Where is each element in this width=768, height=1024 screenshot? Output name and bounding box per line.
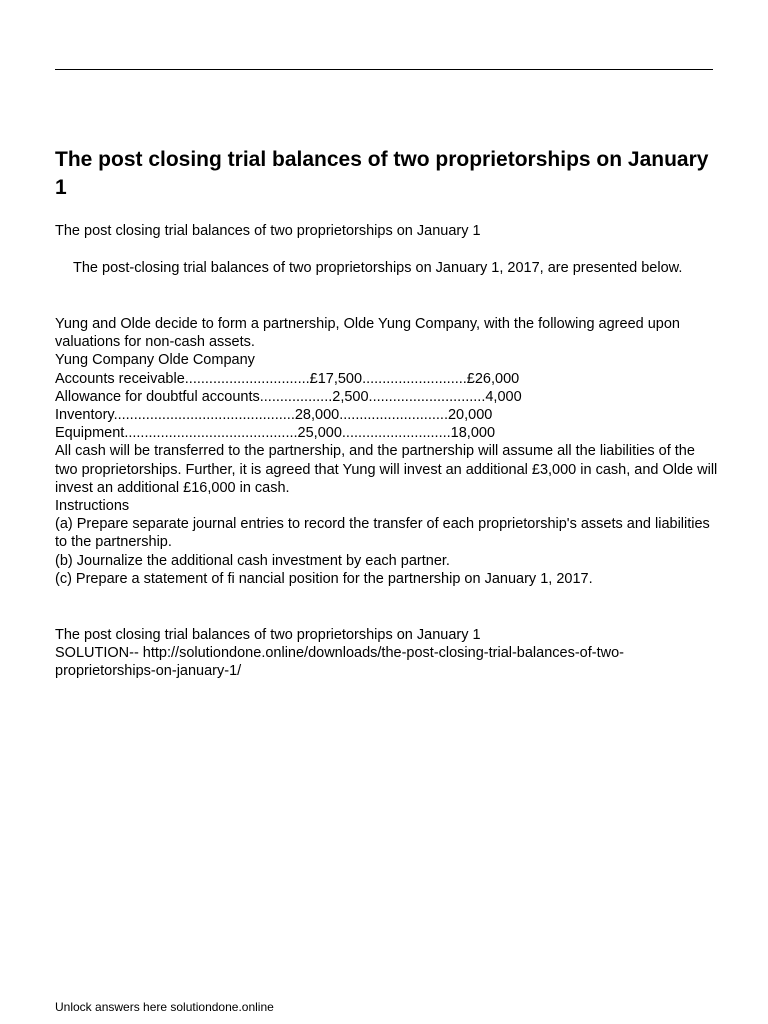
instruction-item: (c) Prepare a statement of fi nancial position for the partnership on January 1, 2017. [55,570,593,587]
instruction-item: (b) Journalize the additional cash investment by each partner. [55,552,450,569]
valuation-row: Accounts receivable...............................£17,500..........................£26,000 [55,370,520,387]
instruction-item: (a) Prepare separate journal entries to record the transfer of each proprietorship's assets and liabilities to the partnership. [55,516,710,551]
instructions-label: Instructions [55,498,130,515]
solution-title: The post closing trial balances of two proprietorships on January 1 [55,627,481,644]
valuation-table-header: Yung Company Olde Company [55,352,255,369]
page-title: The post closing trial balances of two proprietorships on January 1 [55,148,709,199]
problem-body [55,315,720,588]
header-rule [55,69,713,70]
document-subtitle: The post closing trial balances of two proprietorships on January 1 [55,223,481,239]
solution-block [55,626,720,681]
footer-text: Unlock answers here solutiondone.online [55,1000,274,1014]
valuation-row: Inventory.............................................28,000...........................20,000 [55,407,493,424]
document-content [55,146,720,681]
intro-paragraph: The post-closing trial balances of two proprietorships on January 1, 2017, are presented below. [73,260,683,276]
partnership-paragraph: Yung and Olde decide to form a partnership, Olde Yung Company, with the following agreed upon valuations for non-cash assets. [55,316,680,351]
valuation-row: Equipment...........................................25,000...........................18,000 [55,425,496,442]
valuation-row: Allowance for doubtful accounts..................2,500.............................4,000 [55,388,522,405]
solution-link[interactable]: SOLUTION-- http://solutiondone.online/downloads/the-post-closing-trial-balances-of-two-proprietorships-on-january-1/ [55,645,624,680]
cash-transfer-paragraph: All cash will be transferred to the partnership, and the partnership will assume all the liabilities of the two proprietorships. Further, it is agreed that Yung will invest an additional £3,000 in cash, and Olde will invest an additional £16,000 in cash. [55,443,718,496]
